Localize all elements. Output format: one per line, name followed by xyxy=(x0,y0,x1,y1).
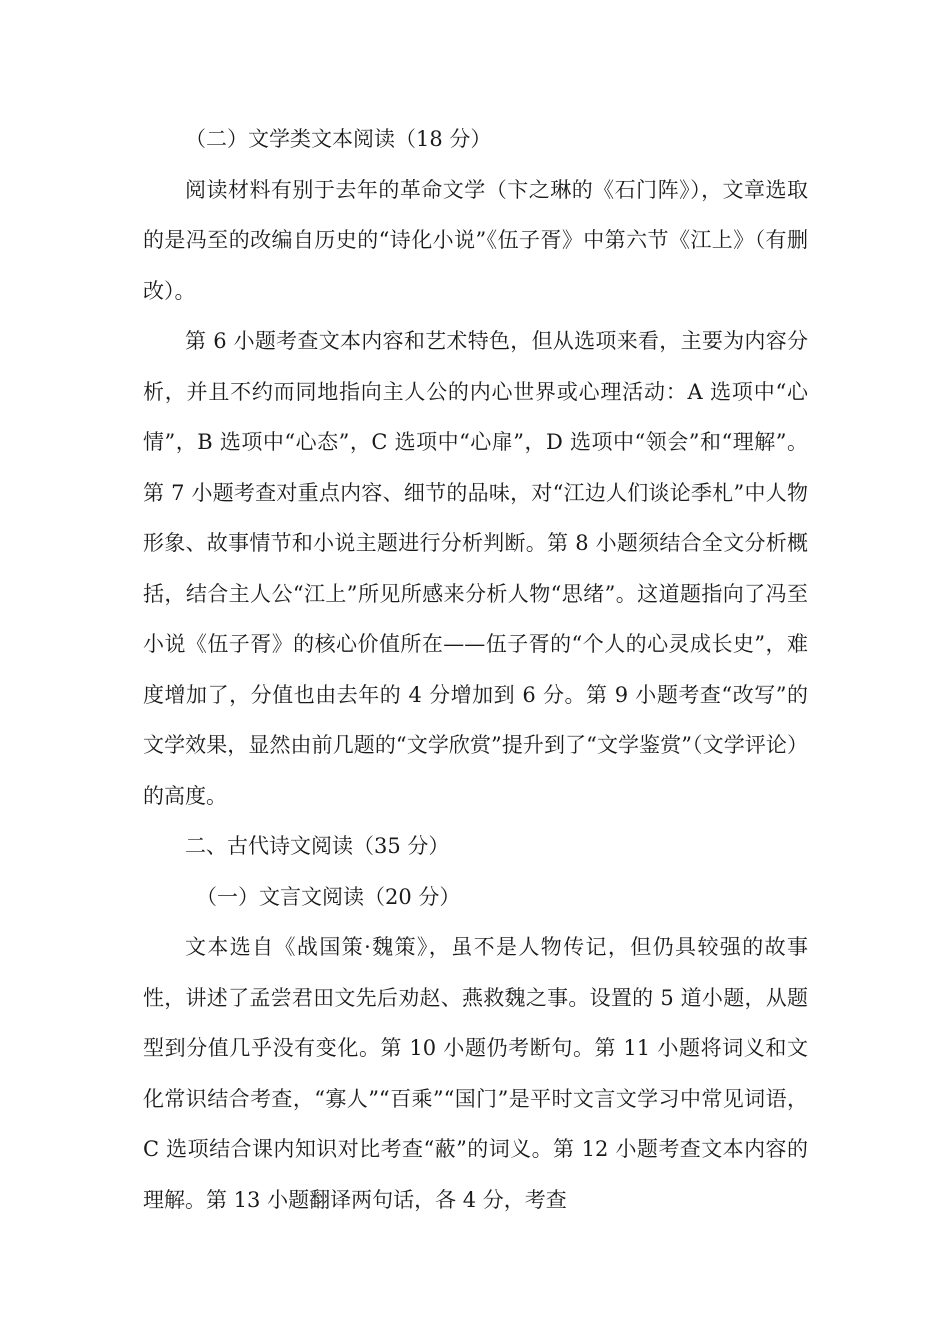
document-body xyxy=(143,114,808,1225)
paragraph-classical-chinese: 文本选自《战国策·魏策》，虽不是人物传记，但仍具较强的故事性，讲述了孟尝君田文先后劝赵、燕救魏之事。设置的 5 道小题，从题型到分值几乎没有变化。第 10 小题仍考断句。第 11 小题将词义和文化常识结合考查，“寡人”“百乘”“国门”是平时文言文学习中常见词语，C 选项结合课内知识对比考查“蔽”的词义。第 12 小题考查文本内容的理解。第 13 小题翻译两句话，各 4 分，考查 xyxy=(143,935,808,1212)
paragraph-literary-questions: 第 6 小题考查文本内容和艺术特色，但从选项来看，主要为内容分析，并且不约而同地指向主人公的内心世界或心理活动：A 选项中“心情”，B 选项中“心态”，C 选项中“心扉”，D 选项中“领会”和“理解”。第 7 小题考查对重点内容、细节的品味，对“江边人们谈论季札”中人物形象、故事情节和小说主题进行分析判断。第 8 小题须结合全文分析概括，结合主人公“江上”所见所感来分析人物“思绪”。这道题指向了冯至小说《伍子胥》的核心价值所在——伍子胥的“个人的心灵成长史”，难度增加了，分值也由去年的 4 分增加到 6 分。第 9 小题考查“改写”的文学效果，显然由前几题的“文学欣赏”提升到了“文学鉴赏”（文学评论）的高度。 xyxy=(143,329,808,808)
paragraph-literary-intro: 阅读材料有别于去年的革命文学（卞之琳的《石门阵》），文章选取的是冯至的改编自历史的“诗化小说”《伍子胥》中第六节《江上》（有删改）。 xyxy=(143,177,808,303)
section-heading-classical-chinese: （一）文言文阅读（20 分） xyxy=(196,884,461,909)
section-heading-ancient-poetry: 二、古代诗文阅读（35 分） xyxy=(185,834,450,858)
section-heading-literary-reading: （二）文学类文本阅读（18 分） xyxy=(185,127,492,151)
